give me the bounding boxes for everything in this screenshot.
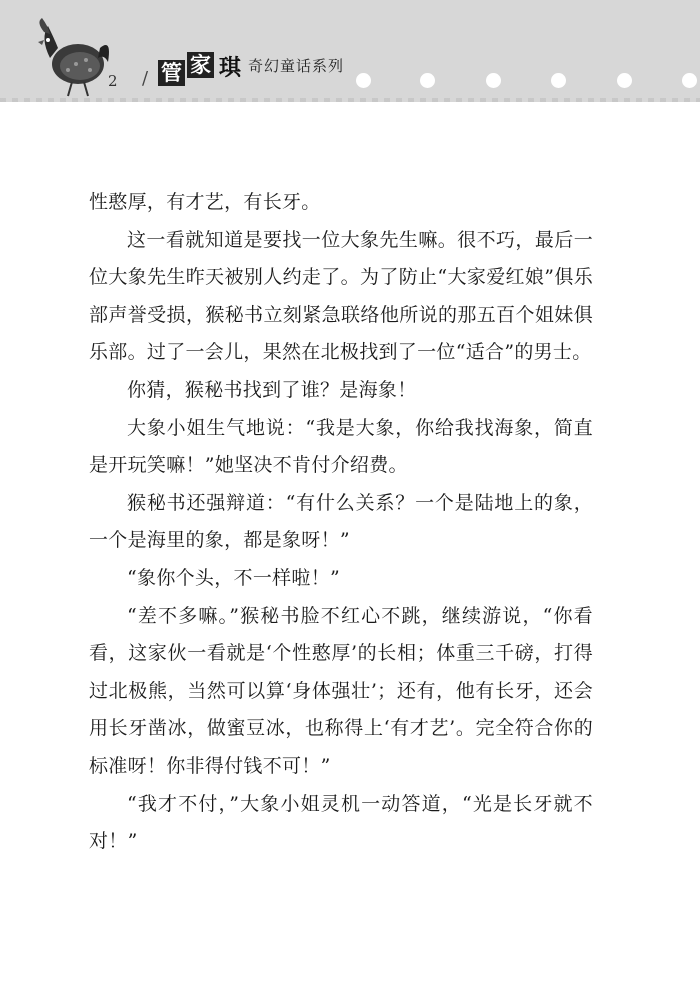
header-edge [0, 98, 700, 102]
page-number: 2 [108, 72, 118, 90]
decorative-dot [486, 73, 501, 88]
page-header [0, 0, 700, 102]
series-subtitle: 奇幻童话系列 [248, 57, 345, 75]
series-title [158, 46, 345, 85]
paragraph: 这一看就知道是要找一位大象先生嘛。很不巧，最后一位大象先生昨天被别人约走了。为了防止“大家爱红娘”俱乐部声誉受损，猴秘书立刻紧急联络他所说的那五百个姐妹俱乐部。过了一会儿，果然在北极找到了一位“适合”的男士。 [89, 228, 593, 364]
paragraph: 你猜，猴秘书找到了谁？是海象！ [127, 378, 417, 401]
paragraph: 猴秘书还强辩道：“有什么关系？一个是陆地上的象，一个是海里的象，都是象呀！” [89, 491, 593, 552]
body-text [89, 184, 593, 861]
series-title-char: 管 [158, 60, 185, 86]
series-title-char: 琪 [219, 56, 242, 81]
header-divider: / [142, 68, 149, 89]
paragraph: 性憨厚，有才艺，有长牙。 [89, 191, 321, 213]
decorative-dot [420, 73, 435, 88]
decorative-dot [551, 73, 566, 88]
decorative-dot [682, 73, 697, 88]
series-title-char: 家 [187, 52, 214, 78]
paragraph: 大象小姐生气地说：“我是大象，你给我找海象，简直是开玩笑嘛！”她坚决不肯付介绍费。 [89, 416, 593, 477]
decorative-dot [617, 73, 632, 88]
decorative-dot [356, 73, 371, 88]
paragraph: “我才不付，”大象小姐灵机一动答道，“光是长牙就不对！” [89, 792, 593, 853]
paragraph: “差不多嘛。”猴秘书脸不红心不跳，继续游说，“你看看，这家伙一看就是‘个性憨厚’的长相；体重三千磅，打得过北极熊，当然可以算‘身体强壮’；还有，他有长牙，还会用长牙凿冰，做蜜豆冰，也称得上‘有才艺’。完全符合你的标准呀！你非得付钱不可！” [89, 604, 593, 777]
paragraph: “象你个头，不一样啦！” [127, 566, 341, 589]
rooster-illustration [30, 18, 112, 98]
